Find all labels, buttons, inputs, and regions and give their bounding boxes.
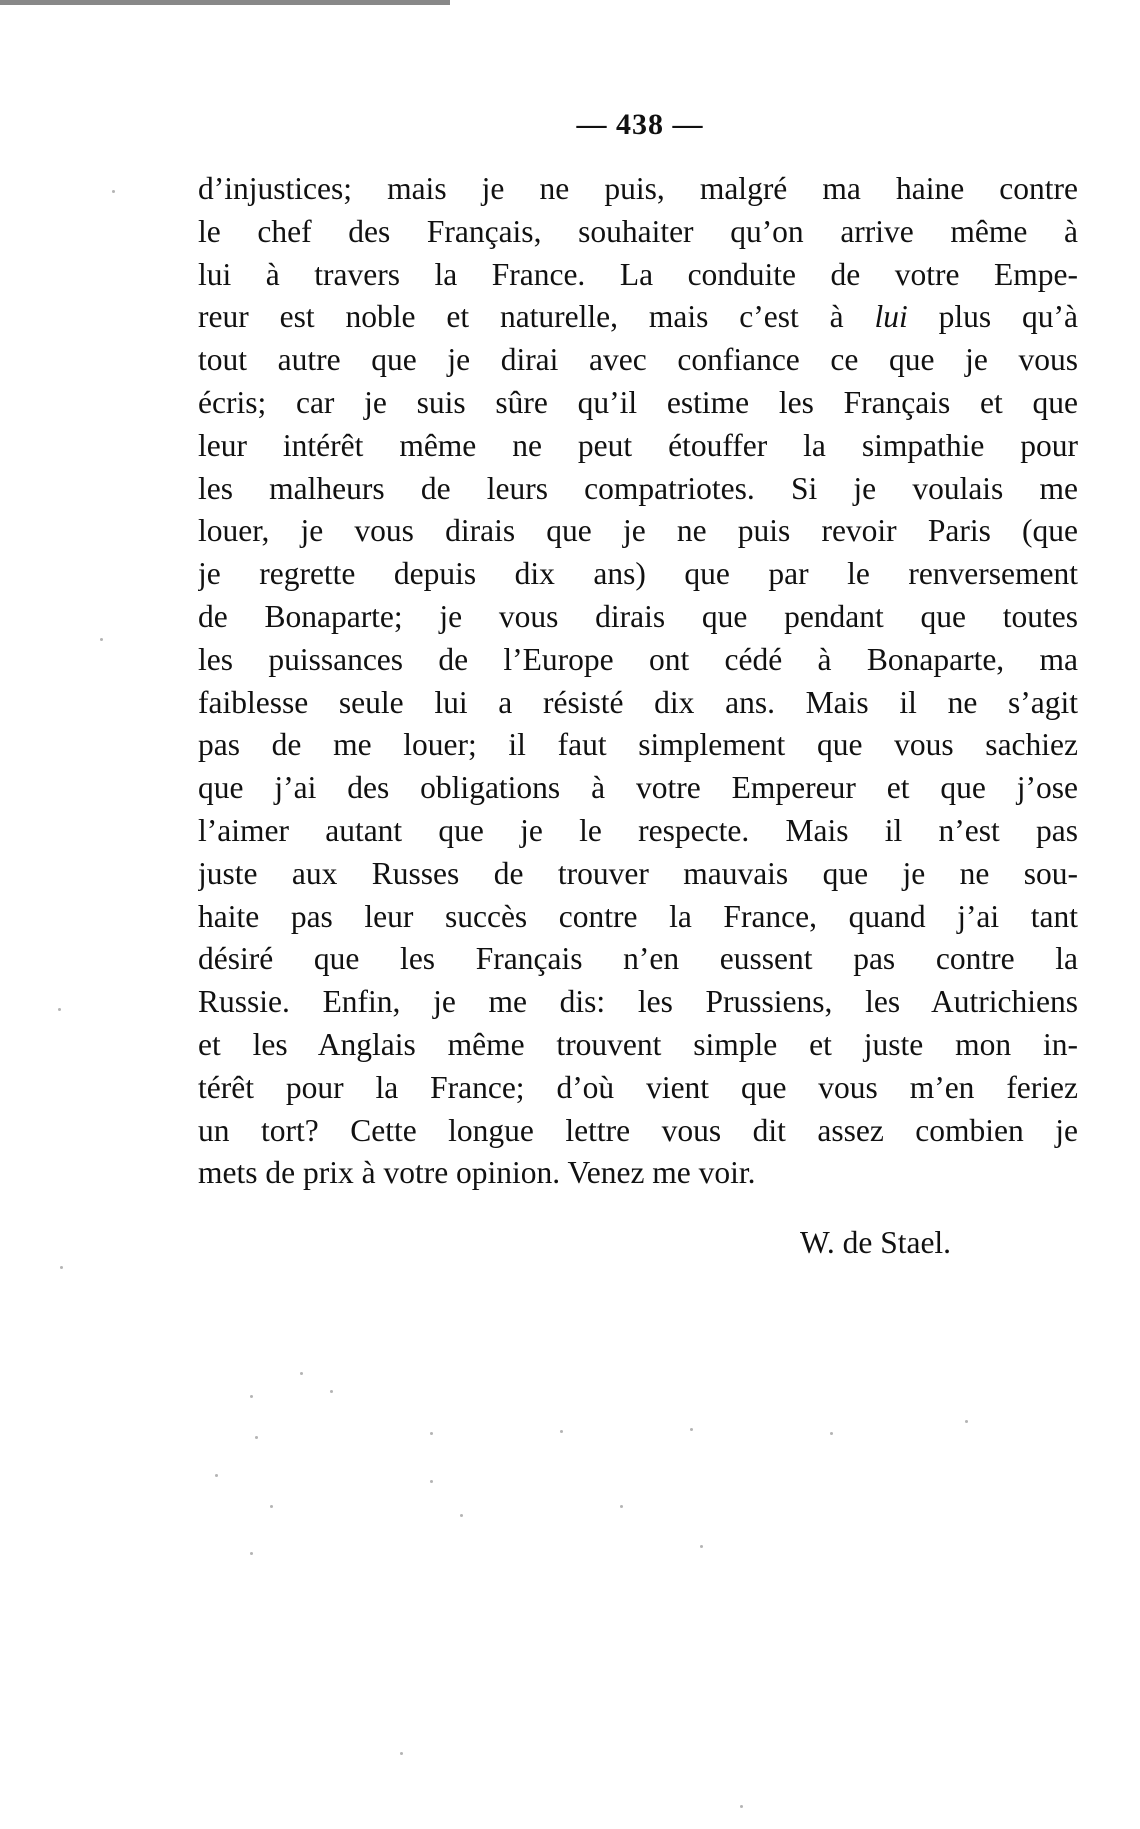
page-number: — 438 — (576, 108, 704, 141)
scan-speck (250, 1395, 253, 1398)
text-line (198, 296, 1078, 339)
text-segment: reur est noble et naturelle, mais c’est à (198, 299, 875, 335)
scan-speck (430, 1480, 433, 1483)
scan-speck (60, 1266, 63, 1269)
scan-speck (965, 1420, 968, 1423)
text-line: lui à travers la France. La conduite de votre Empe- (198, 256, 1078, 292)
scan-speck (430, 1432, 433, 1435)
text-line: les puissances de l’Europe ont cédé à Bonaparte, ma (198, 641, 1078, 677)
text-line: louer, je vous dirais que je ne puis revoir Paris (que (198, 513, 1078, 549)
text-segment: plus qu’à (907, 299, 1078, 335)
text-line: les malheurs de leurs compatriotes. Si je voulais me (198, 470, 1078, 506)
scan-speck (560, 1430, 563, 1433)
scan-edge-mark (0, 0, 450, 5)
scan-speck (330, 1390, 333, 1393)
text-line: pas de me louer; il faut simplement que vous sachiez (198, 727, 1078, 763)
text-line: le chef des Français, souhaiter qu’on arrive même à (198, 213, 1078, 249)
italic-word: lui (874, 299, 908, 335)
scan-speck (100, 638, 103, 641)
scan-speck (112, 190, 115, 193)
scan-speck (700, 1545, 703, 1548)
text-line: désiré que les Français n’en eussent pas contre la (198, 941, 1078, 977)
text-line: juste aux Russes de trouver mauvais que je ne sou- (198, 855, 1078, 891)
scan-speck (58, 1008, 61, 1011)
signature: W. de Stael. (800, 1225, 952, 1260)
text-line: que j’ai des obligations à votre Empereur et que j’ose (198, 770, 1078, 806)
text-line: l’aimer autant que je le respecte. Mais il n’est pas (198, 812, 1078, 848)
text-line: d’injustices; mais je ne puis, malgré ma haine contre (198, 171, 1078, 206)
text-line: térêt pour la France; d’où vient que vous m’en feriez (198, 1069, 1078, 1105)
scan-speck (690, 1428, 693, 1431)
scan-speck (255, 1436, 258, 1439)
scan-speck (300, 1372, 303, 1375)
scan-speck (215, 1474, 218, 1477)
scan-speck (460, 1514, 463, 1517)
text-line: je regrette depuis dix ans) que par le renversement (198, 556, 1078, 592)
text-line: un tort? Cette longue lettre vous dit assez combien je (198, 1112, 1078, 1148)
text-line: Russie. Enfin, je me dis: les Prussiens, les Autrichiens (198, 984, 1078, 1020)
scan-speck (270, 1505, 273, 1508)
text-line: écris; car je suis sûre qu’il estime les Français et que (198, 384, 1078, 420)
scan-speck (620, 1505, 623, 1508)
scan-speck (400, 1752, 403, 1755)
scan-speck (740, 1805, 743, 1808)
text-line: et les Anglais même trouvent simple et juste mon in- (198, 1026, 1078, 1062)
text-line: haite pas leur succès contre la France, quand j’ai tant (198, 898, 1078, 934)
letter-body (198, 168, 1078, 1195)
text-line: de Bonaparte; je vous dirais que pendant que toutes (198, 598, 1078, 634)
text-line: leur intérêt même ne peut étouffer la simpathie pour (198, 427, 1078, 463)
text-line: faiblesse seule lui a résisté dix ans. Mais il ne s’agit (198, 684, 1078, 720)
text-line: tout autre que je dirai avec confiance ce que je vous (198, 342, 1078, 378)
scan-speck (830, 1432, 833, 1435)
text-line: mets de prix à votre opinion. Venez me voir. (198, 1155, 756, 1191)
scan-speck (250, 1552, 253, 1555)
